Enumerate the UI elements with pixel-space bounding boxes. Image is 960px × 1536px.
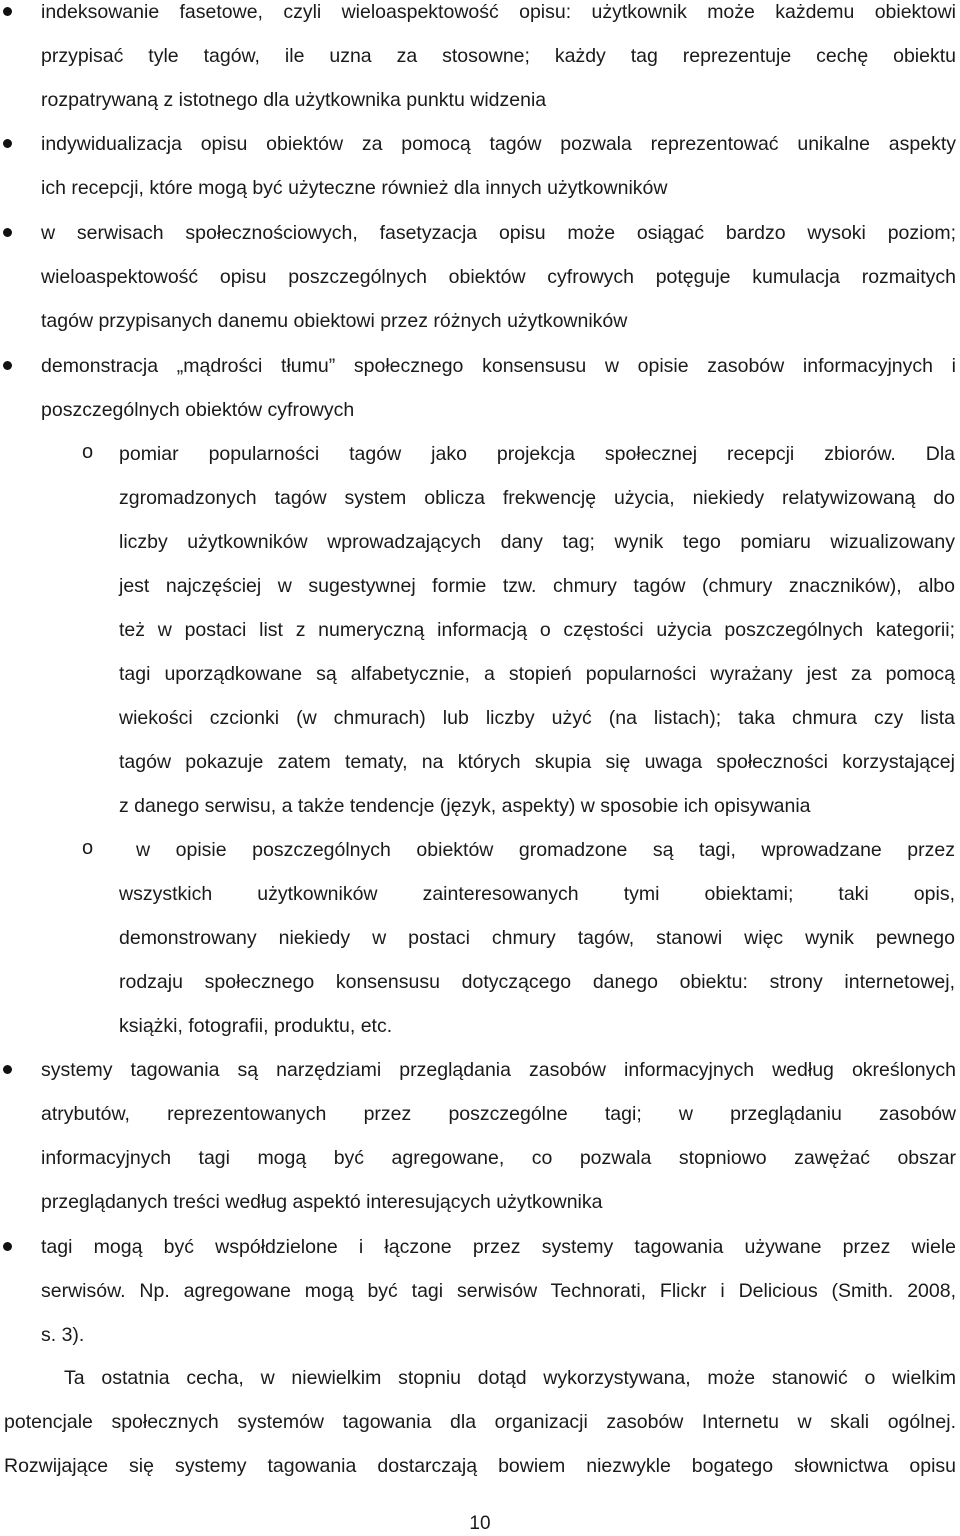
text-line: pomiar popularności tagów jako projekcja społecznej recepcji zbiorów. Dla (119, 443, 955, 465)
text-line: indywidualizacja opisu obiektów za pomocą tagów pozwala reprezentować unikalne aspekty (41, 133, 956, 155)
sub-bullet-icon: o (82, 441, 94, 463)
bullet-icon (3, 228, 12, 237)
text-line: wszystkich użytkowników zainteresowanych tymi obiektami; taki opis, (119, 883, 955, 905)
text-line: w serwisach społecznościowych, fasetyzacja opisu może osiągać bardzo wysoki poziom; (41, 222, 956, 244)
text-line: z danego serwisu, a także tendencje (język, aspekty) w sposobie ich opisywania (119, 795, 811, 817)
text-line: atrybutów, reprezentowanych przez poszczególne tagi; w przeglądaniu zasobów (41, 1103, 956, 1125)
paragraph-line: potencjale społecznych systemów tagowania dla organizacji zasobów Internetu w skali ogólnej. (4, 1411, 956, 1433)
bullet-icon (3, 7, 12, 16)
text-line: systemy tagowania są narzędziami przeglądania zasobów informacyjnych według określonych (41, 1059, 956, 1081)
text-line: tagi uporządkowane są alfabetycznie, a stopień popularności wyrażany jest za pomocą (119, 663, 955, 685)
text-line: demonstracja „mądrości tłumu” społecznego konsensusu w opisie zasobów informacyjnych i (41, 355, 956, 377)
text-line: wieloaspektowość opisu poszczególnych obiektów cyfrowych potęguje kumulacja rozmaitych (41, 266, 956, 288)
text-line: tagów pokazuje zatem tematy, na których skupia się uwaga społeczności korzystającej (119, 751, 955, 773)
text-line: tagów przypisanych danemu obiektowi przez różnych użytkowników (41, 310, 628, 332)
text-line: wiekości czcionki (w chmurach) lub liczby użyć (na listach); taka chmura czy lista (119, 707, 955, 729)
paragraph-line: Ta ostatnia cecha, w niewielkim stopniu dotąd wykorzystywana, może stanowić o wielkim (64, 1367, 956, 1389)
text-line: indeksowanie fasetowe, czyli wieloaspektowość opisu: użytkownik może każdemu obiektowi (41, 1, 956, 23)
bullet-icon (3, 1065, 12, 1074)
text-line: przeglądanych treści według aspektó interesujących użytkownika (41, 1191, 603, 1213)
page-number: 10 (469, 1513, 491, 1534)
bullet-icon (3, 361, 12, 370)
text-line: rodzaju społecznego konsensusu dotyczącego danego obiektu: strony internetowej, (119, 971, 955, 993)
text-line: rozpatrywaną z istotnego dla użytkownika punktu widzenia (41, 89, 547, 111)
text-line: w opisie poszczególnych obiektów gromadzone są tagi, wprowadzane przez (136, 839, 955, 861)
text-line: demonstrowany niekiedy w postaci chmury tagów, stanowi więc wynik pewnego (119, 927, 955, 949)
text-line: s. 3). (41, 1324, 85, 1346)
text-line: ich recepcji, które mogą być użyteczne również dla innych użytkowników (41, 177, 668, 199)
text-line: informacyjnych tagi mogą być agregowane, co pozwala stopniowo zawężać obszar (41, 1147, 956, 1169)
text-line: przypisać tyle tagów, ile uzna za stosowne; każdy tag reprezentuje cechę obiektu (41, 45, 956, 67)
text-line: też w postaci list z numeryczną informacją o częstości użycia poszczególnych kategorii; (119, 619, 955, 641)
text-line: serwisów. Np. agregowane mogą być tagi serwisów Technorati, Flickr i Delicious (Smith. 2008, (41, 1280, 956, 1302)
text-line: książki, fotografii, produktu, etc. (119, 1015, 393, 1037)
text-line: poszczególnych obiektów cyfrowych (41, 399, 355, 421)
text-line: jest najczęściej w sugestywnej formie tzw. chmury tagów (chmury znaczników), albo (119, 575, 955, 597)
paragraph-line: Rozwijające się systemy tagowania dostarczają bowiem niezwykle bogatego słownictwa opisu (4, 1455, 956, 1477)
bullet-icon (3, 1242, 12, 1251)
sub-bullet-icon: o (82, 837, 94, 859)
text-line: tagi mogą być współdzielone i łączone przez systemy tagowania używane przez wiele (41, 1236, 956, 1258)
text-line: liczby użytkowników wprowadzających dany tag; wynik tego pomiaru wizualizowany (119, 531, 955, 553)
bullet-icon (3, 139, 12, 148)
text-line: zgromadzonych tagów system oblicza frekwencję użycia, niekiedy relatywizowaną do (119, 487, 955, 509)
